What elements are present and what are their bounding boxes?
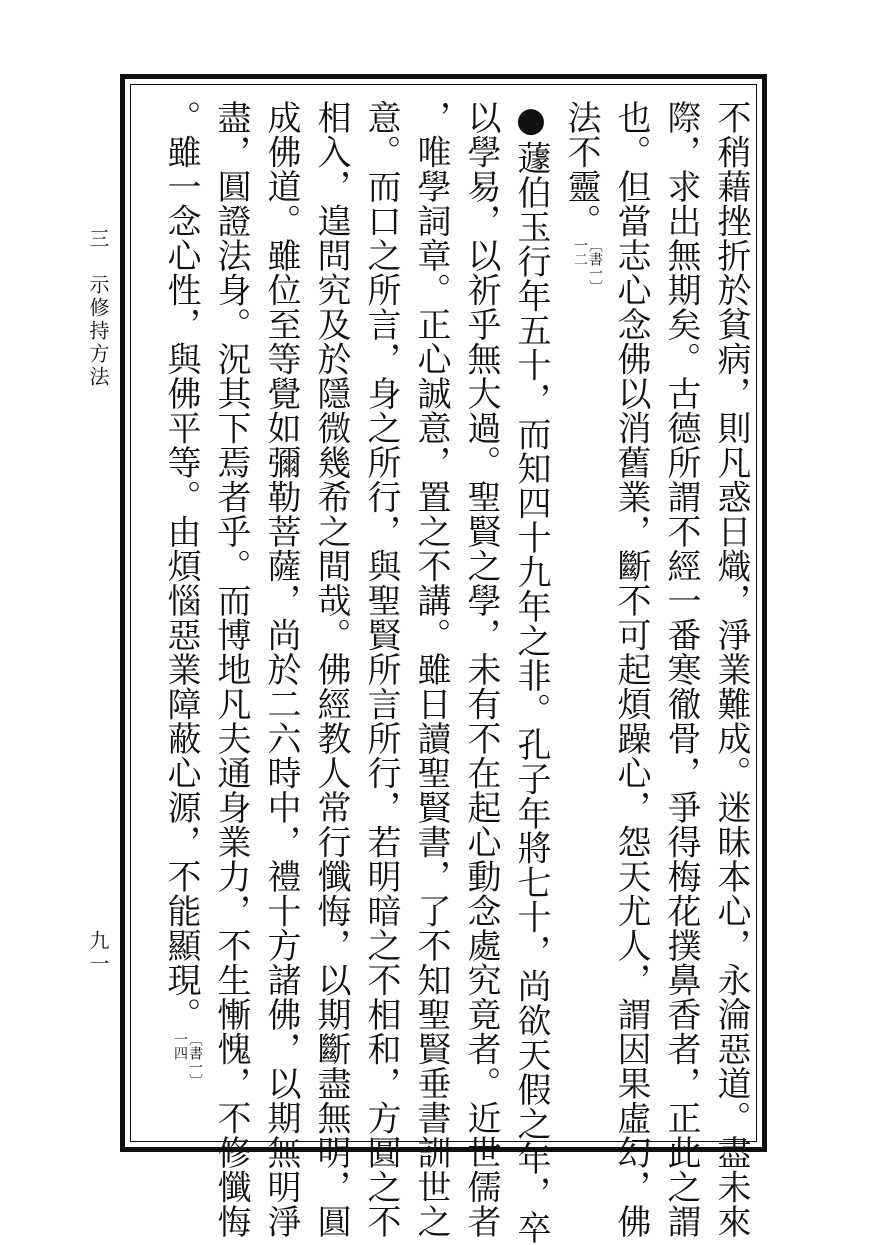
text-column-9 [308, 100, 354, 1239]
column-text: 盡，圓證法身。況其下焉者乎。而博地凡夫通身業力，不生慚愧，不修懺悔 [211, 100, 251, 1239]
text-column-2 [658, 100, 704, 1239]
text-column-8 [358, 100, 404, 1239]
section-heading: 三 示修持方法 [86, 228, 110, 389]
text-column-5 [508, 100, 554, 1245]
page-number: 九一 [86, 930, 110, 976]
column-text: 不稍藉挫折於貧病，則凡惑日熾，淨業難成。迷昧本心，永淪惡道。盡未來 [711, 100, 751, 1239]
source-note-number: 一四 [172, 1031, 188, 1060]
text-column-7 [408, 100, 454, 1239]
text-column-1 [708, 100, 754, 1239]
text-column-10 [258, 100, 304, 1239]
column-text: ●蘧伯玉行年五十，而知四十九年之非。孔子年將七十，尚欲天假之年，卒 [511, 100, 551, 1245]
column-text: 意。而口之所言，身之所行，與聖賢所言所行，若明暗之不相和，方圓之不 [361, 100, 401, 1239]
column-text: 際，求出無期矣。古德所謂不經一番寒徹骨，爭得梅花撲鼻香者，正此之謂 [661, 100, 701, 1239]
text-column-3 [608, 100, 654, 1239]
column-text: 也。但當志心念佛以消舊業，斷不可起煩躁心，怨天尤人，謂因果虛幻，佛 [611, 100, 651, 1239]
text-column-12 [158, 100, 204, 1130]
text-column-4 [558, 100, 604, 1130]
column-text: 成佛道。雖位至等覺如彌勒菩薩，尚於二六時中，禮十方諸佛，以期無明淨 [261, 100, 301, 1239]
source-note-book: 〔書一〕 [587, 238, 603, 294]
column-text: 法不靈。 [561, 100, 601, 238]
text-column-6 [458, 100, 504, 1239]
source-note-book: 〔書一〕 [187, 1031, 203, 1088]
source-note-number: 一二 [572, 238, 588, 266]
column-text: ，唯學詞章。正心誠意，置之不講。雖日讀聖賢書，了不知聖賢垂書訓世之 [411, 100, 451, 1239]
column-text: 。雖一念心性，與佛平等。由煩惱惡業障蔽心源，不能顯現。 [161, 100, 201, 1032]
text-column-11 [208, 100, 254, 1239]
column-text: 相入，遑問究及於隱微幾希之間哉。佛經教人常行懺悔，以期斷盡無明，圓 [311, 100, 351, 1239]
source-note [572, 238, 602, 294]
column-text: 以學易，以祈乎無大過。聖賢之學，未有不在起心動念處究竟者。近世儒者 [461, 100, 501, 1239]
source-note [172, 1032, 202, 1088]
